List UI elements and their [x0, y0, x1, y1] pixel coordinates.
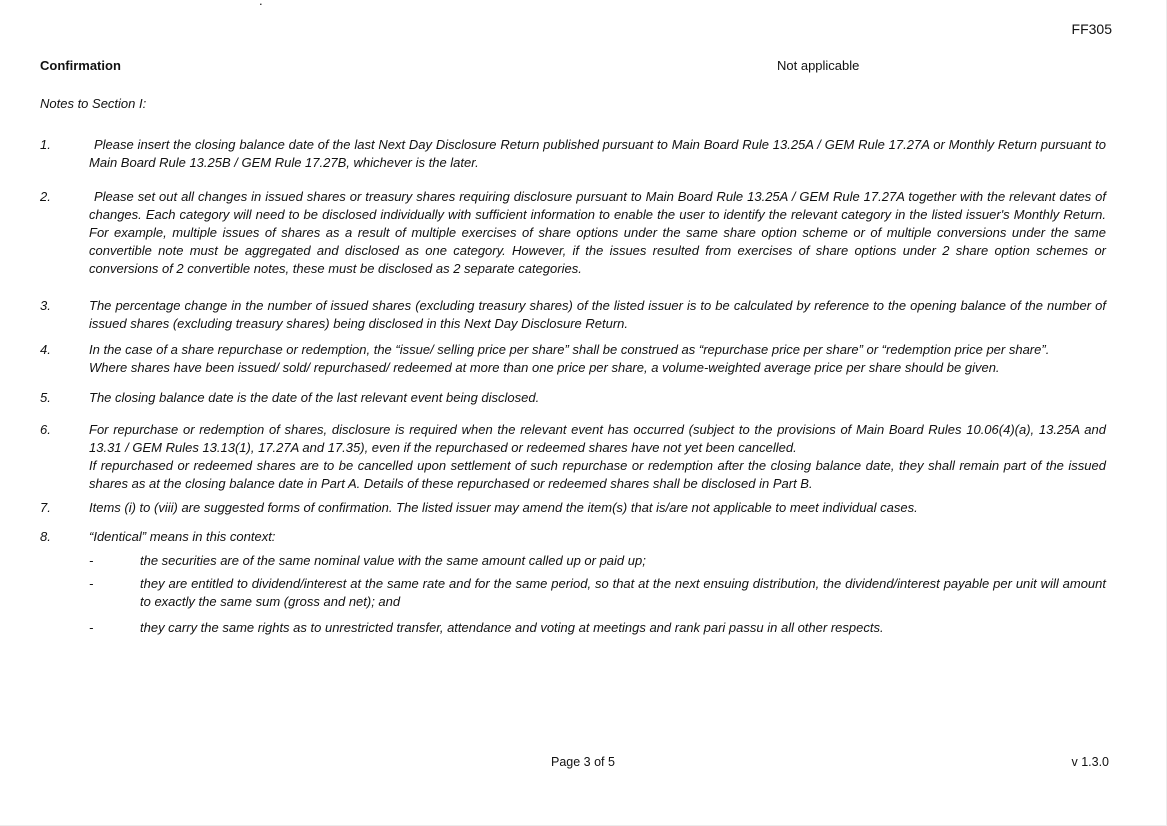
note-paragraph: The percentage change in the number of issued shares (excluding treasury shares) of the listed issuer is to be calculated by reference to the opening balance of the number of issued shares (excluding treasury shares) being disclosed in this Next Day Disclosure Return.: [89, 298, 1106, 331]
bullet-text: the securities are of the same nominal value with the same amount called up or paid up;: [140, 553, 646, 568]
note-paragraph: Please set out all changes in issued shares or treasury shares requiring disclosure pursuant to Main Board Rule 13.25A / GEM Rule 17.27A together with the relevant dates of changes. Each category will need to be disclosed individually with sufficient information to enable the user to identify the relevant category in the listed issuer's Monthly Return. For example, multiple issues of shares as a result of multiple exercises of share options under the same share option scheme or of multiple conversions under the same convertible note must be aggregated and disclosed as one category. However, if the issues resulted from exercises of share options under 2 share option schemes or conversions of 2 convertible notes, these must be disclosed as 2 separate categories.: [89, 189, 1106, 276]
note-item-7: [40, 499, 1106, 517]
bullet-dash: -: [89, 576, 94, 591]
note-number: 2.: [40, 189, 51, 204]
note-item-6: [40, 421, 1106, 493]
bullet-item: [89, 619, 1106, 637]
note-paragraph: If repurchased or redeemed shares are to be cancelled upon settlement of such repurchase or redemption after the closing balance date, they shall remain part of the issued shares as at the closing balance date in Part A. Details of these repurchased or redeemed shares shall be disclosed in Part B.: [89, 458, 1106, 491]
note-paragraph: Items (i) to (viii) are suggested forms of confirmation. The listed issuer may amend the item(s) that is/are not applicable to meet individual cases.: [89, 500, 918, 515]
note-number: 3.: [40, 298, 51, 313]
bullet-item: [89, 575, 1106, 611]
stray-period-mark: .: [259, 0, 263, 8]
confirmation-row: [40, 57, 1106, 75]
note-paragraph: Please insert the closing balance date of the last Next Day Disclosure Return published pursuant to Main Board Rule 13.25A / GEM Rule 17.27A or Monthly Return pursuant to Main Board Rule 13.25B / GEM Rule 17.27B, whichever is the later.: [89, 137, 1106, 170]
note-item-4: [40, 341, 1106, 377]
bullet-text: they are entitled to dividend/interest at the same rate and for the same period, so that at the next ensuing distribution, the dividend/interest payable per unit will amount to exactly the same sum (gross and net); and: [140, 576, 1106, 609]
note-paragraph: “Identical” means in this context:: [89, 529, 276, 544]
note-paragraph: For repurchase or redemption of shares, disclosure is required when the relevant event has occurred (subject to the provisions of Main Board Rules 10.06(4)(a), 13.25A and 13.31 / GEM Rules 13.13(1), 17.27A and 17.35), even if the repurchased or redeemed shares have not yet been cancelled.: [89, 422, 1106, 455]
note-paragraph: The closing balance date is the date of the last relevant event being disclosed.: [89, 390, 540, 405]
note-paragraph: Where shares have been issued/ sold/ repurchased/ redeemed at more than one price per share, a volume-weighted average price per share should be given.: [89, 360, 1000, 375]
note-number: 8.: [40, 529, 51, 544]
bullet-text: they carry the same rights as to unrestricted transfer, attendance and voting at meetings and rank pari passu in all other respects.: [140, 620, 884, 635]
note-number: 4.: [40, 342, 51, 357]
bullet-item: [89, 552, 1106, 570]
version-label: v 1.3.0: [1071, 755, 1109, 769]
confirmation-value: Not applicable: [777, 58, 860, 73]
note-item-1: [40, 136, 1106, 172]
confirmation-label: Confirmation: [40, 58, 121, 73]
form-code: FF305: [1071, 21, 1112, 37]
note-paragraph: In the case of a share repurchase or redemption, the “issue/ selling price per share” shall be construed as “repurchase price per share” or “redemption price per share”.: [89, 342, 1050, 357]
page-footer: [0, 753, 1166, 771]
note-item-8: [40, 528, 1106, 637]
bullet-dash: -: [89, 620, 94, 635]
note-item-3: [40, 297, 1106, 333]
page-indicator: Page 3 of 5: [551, 755, 615, 769]
notes-heading-text: Notes to Section I:: [40, 96, 147, 111]
note-item-5: [40, 389, 1106, 407]
note-number: 5.: [40, 390, 51, 405]
note-item-2: [40, 188, 1106, 278]
note-number: 6.: [40, 422, 51, 437]
note-number: 7.: [40, 500, 51, 515]
note-number: 1.: [40, 137, 51, 152]
bullet-dash: -: [89, 553, 94, 568]
